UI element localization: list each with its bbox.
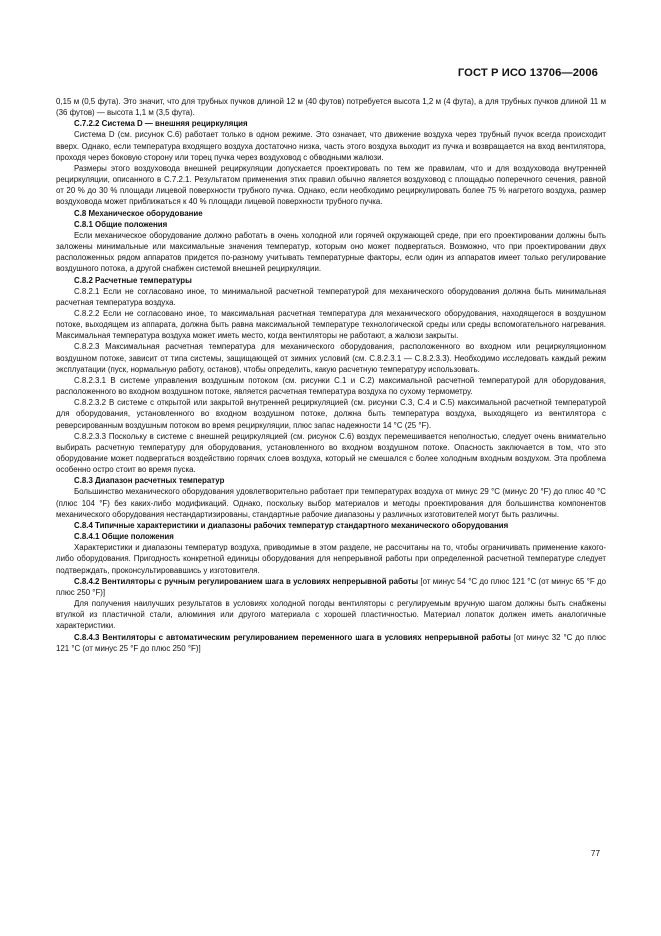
paragraph: Система D (см. рисунок С.6) работает только в одном режиме. Это означает, что движение воздуха через трубный пучок всегда происходит вверх. Однако, если температура входящего воздуха достаточно низка, часть этого воздуха выходит из пучка и возвращается на вход вентилятора, проходя через боковую сторону или торец пучка через воздуховод с обводными жалюзи.	[56, 130, 606, 162]
paragraph-text: [от минус 54 °С до плюс 121 °С (от минус 65 °F до плюс 250 °F)]	[56, 576, 606, 597]
section-heading: С.8.3 Диапазон расчетных температур	[74, 476, 225, 486]
paragraph: С.8.2.1 Если не согласовано иное, то минимальной расчетной температурой для механического оборудования должна быть минимальная расчетная температура воздуха.	[56, 286, 606, 307]
page-body	[56, 96, 606, 654]
paragraph: Большинство механического оборудования удовлетворительно работает при температурах воздуха от минус 29 °С (минус 20 °F) до плюс 40 °С (плюс 104 °F) без каких-либо модификаций. Однако, поскольку выбор материалов и методы проектирования для большинства компонентов механического оборудования нестандартизированы, стандартные рабочие диапазоны у различных изготовителей могут быть различны.	[56, 487, 606, 519]
paragraph-text: [от минус 32 °С до плюс 121 °С (от минус 25 °F до плюс 250 °F)]	[56, 632, 606, 653]
paragraph: Размеры этого воздуховода внешней рециркуляции допускается проектировать по тем же правилам, что и для воздуховода внутренней рециркуляции, описанного в С.7.2.1. Результатом применения этих правил обычно является воздуховод с площадью поперечного сечения, равной от 20 % до 30 % площади лицевой поверхности трубного пучка. Однако, если необходимо рециркулировать более 75 % нагретого воздуха, размер воздуховода может приближаться к 40 % площади лицевой поверхности трубного пучка.	[56, 163, 606, 207]
paragraph: Для получения наилучших результатов в условиях холодной погоды вентиляторы с регулируемым вручную шагом должны быть снабжены втулкой из пластичной стали, алюминия или другого материала с хорошей пластичностью. Материал лопаток должен иметь аналогичные характеристики.	[56, 599, 606, 631]
paragraph: Если механическое оборудование должно работать в очень холодной или горячей окружающей среде, при его проектировании должны быть заложены минимальные или максимальные значения температур, которым оно может подвергаться. Возможно, что при проектировании двух расположенных рядом аппаратов придется по-разному учитывать температурные факторы, если один из аппаратов имеет только регулирование воздушного потока, а другой снабжен системой внешней рециркуляции.	[56, 230, 606, 274]
paragraph: Характеристики и диапазоны температур воздуха, приводимые в этом разделе, не рассчитаны на то, чтобы ограничивать применение какого-либо оборудования. Пригодность конкретной единицы оборудования для непрерывной работы при определенной расчетной температуре следует подтверждать, проконсультировавшись у изготовителя.	[56, 543, 606, 575]
paragraph: С.8.2.3 Максимальная расчетная температура для механического оборудования, расположенного во входном или рециркуляционном воздушном потоке, зависит от типа системы, защищающей от зимних условий (см. С.8.2.3.1 — С.8.2.3.3). Необходимо исследовать каждый режим эксплуатации (пуск, нормальную работу, останов), чтобы определить, какую расчетную температуру использовать.	[56, 342, 606, 374]
paragraph-lead: С.8.4.3 Вентиляторы с автоматическим регулированием переменного шага в условиях непрерывной работы	[74, 632, 511, 642]
section-heading: С.8.4 Типичные характеристики и диапазоны рабочих температур стандартного механического оборудования	[74, 520, 509, 530]
paragraph: С.8.2.3.1 В системе управления воздушным потоком (см. рисунки С.1 и С.2) максимальной расчетной температурой для оборудования, расположенного во входном воздушном потоке, является расчетная температура воздуха по сухому термометру.	[56, 375, 606, 397]
section-heading: С.8.1 Общие положения	[74, 219, 168, 229]
paragraph: С.8.2.3.3 Поскольку в системе с внешней рециркуляцией (см. рисунок С.6) воздух перемешивается неполностью, следует очень внимательно выбирать расчетную температуру для оборудования, установленного во входном воздушном потоке. Опасность заключается в том, что это оборудование может подвергаться воздействию горячих слоев воздуха, который не смешался с более холодным входным воздухом. Эта проблема особенно остро стоит во время пуска.	[56, 431, 606, 475]
section-heading: С.8.2 Расчетные температуры	[74, 275, 192, 285]
section-heading: С.7.2.2 Система D — внешняя рециркуляция	[74, 119, 248, 129]
paragraph-with-lead	[56, 632, 606, 654]
page-number: 77	[590, 849, 600, 858]
paragraph-with-lead	[56, 576, 606, 598]
section-heading: С.8 Механическое оборудование	[74, 208, 203, 218]
paragraph-lead: С.8.4.2 Вентиляторы с ручным регулированием шага в условиях непрерывной работы	[74, 576, 419, 586]
section-heading: С.8.4.1 Общие положения	[74, 532, 174, 542]
paragraph: С.8.2.2 Если не согласовано иное, то максимальная расчетная температура для механического оборудования, находящегося в воздушном потоке, выходящем из аппарата, должна быть равна максимальной температуре технологической среды или среды вспомогательного нагревания. Максимальная температура воздуха может иметь место, когда вентиляторы не работают, а жалюзи закрыты.	[56, 308, 606, 341]
paragraph: С.8.2.3.2 В системе с открытой или закрытой внутренней рециркуляцией (см. рисунки С.3, С.4 и С.5) максимальной расчетной температурой для оборудования, установленного во входном воздушном потоке, должна быть температура воздуха, выходящего из вентилятора с реверсированным воздушным потоком во время рециркуляции, плюс запас надежности 14 °С (25 °F).	[56, 398, 606, 430]
document-header: ГОСТ Р ИСО 13706—2006	[457, 67, 598, 79]
paragraph: 0,15 м (0,5 фута). Это значит, что для трубных пучков длиной 12 м (40 футов) потребуется высота 1,2 м (4 фута), а для трубных пучков длиной 11 м (36 футов) — высота 1,1 м (3,5 фута).	[56, 97, 606, 118]
